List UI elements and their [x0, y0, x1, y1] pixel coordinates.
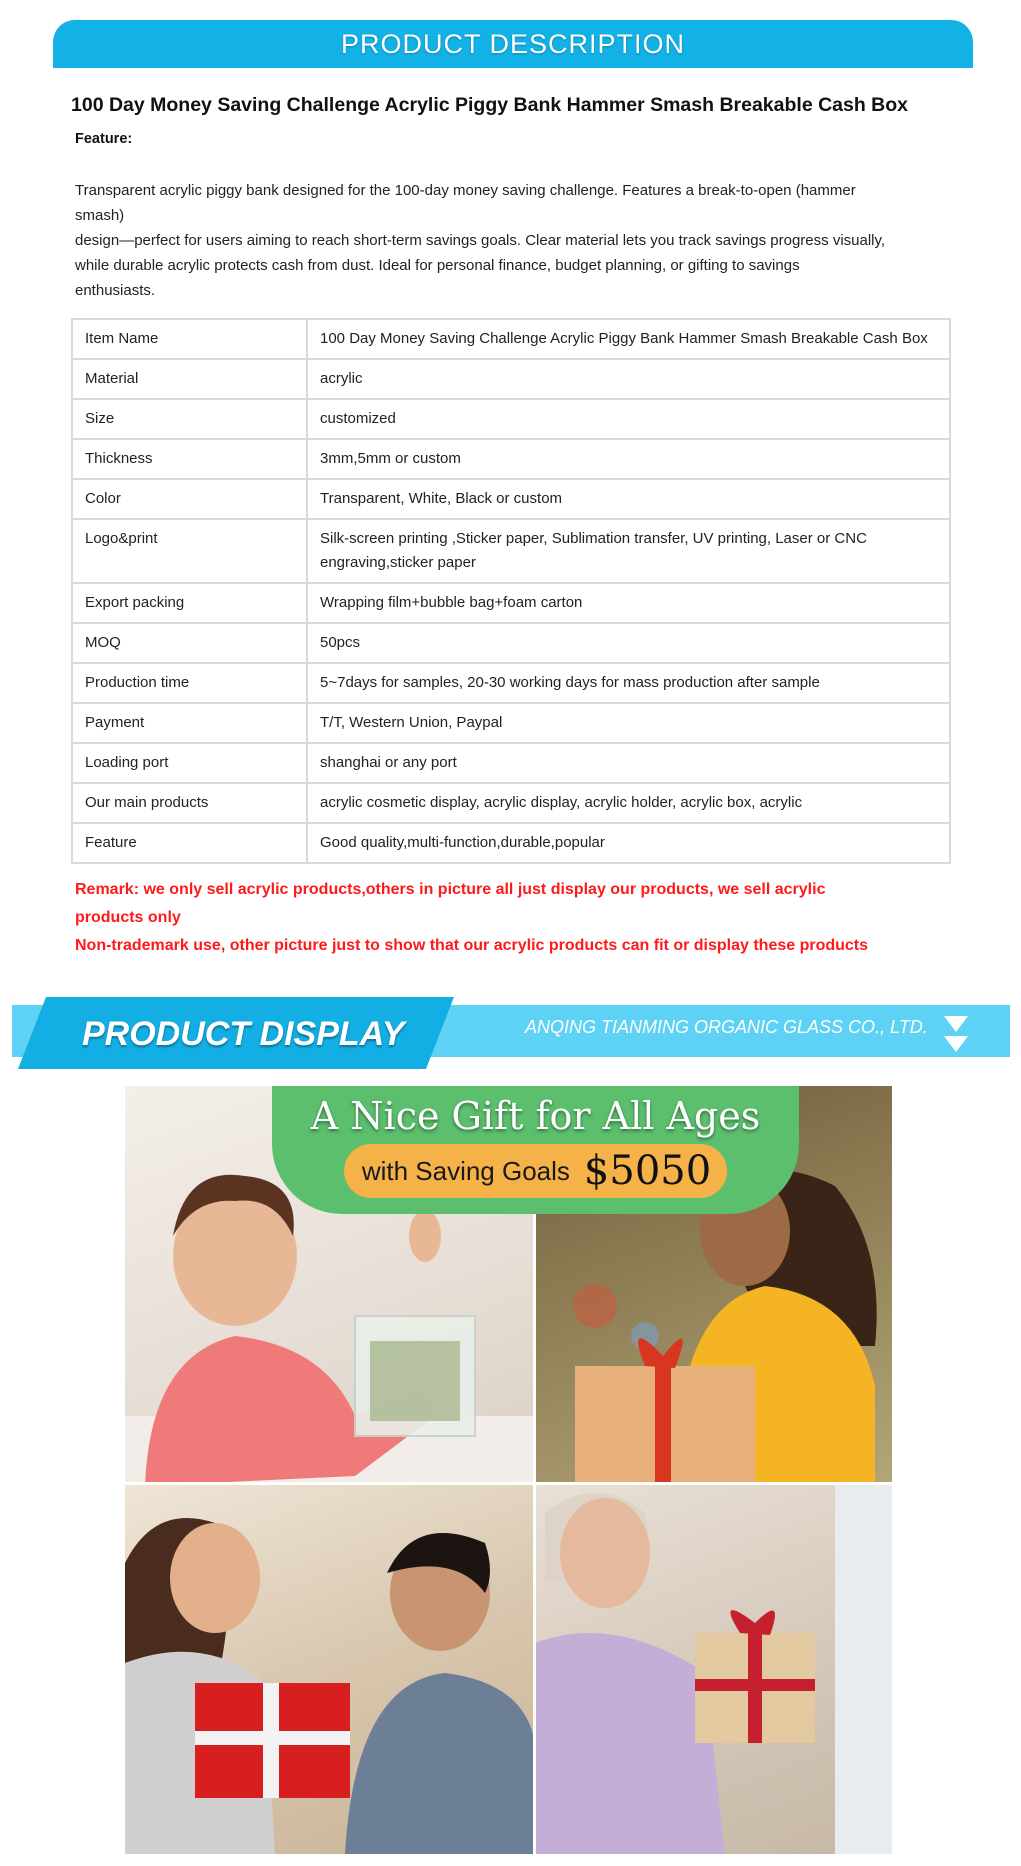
spec-value: 100 Day Money Saving Challenge Acrylic Piggy Bank Hammer Smash Breakable Cash Box: [307, 319, 950, 359]
saving-goal-amount: $5050: [583, 1148, 712, 1194]
spec-key: Item Name: [72, 319, 307, 359]
spec-value: customized: [307, 399, 950, 439]
table-row: [72, 703, 950, 743]
table-row: [72, 823, 950, 863]
spec-key: Material: [72, 359, 307, 399]
product-title: 100 Day Money Saving Challenge Acrylic Piggy Bank Hammer Smash Breakable Cash Box: [71, 94, 909, 116]
spec-value: shanghai or any port: [307, 743, 950, 783]
table-row: [72, 623, 950, 663]
remark-line: products only: [75, 909, 181, 926]
product-intro: [75, 178, 955, 303]
table-row: [72, 583, 950, 623]
spec-key: Logo&print: [72, 519, 307, 583]
table-row: [72, 439, 950, 479]
table-row: [72, 399, 950, 439]
intro-line: while durable acrylic protects cash from dust. Ideal for personal finance, budget planning, or gifting to savings: [75, 257, 800, 274]
product-display-title: PRODUCT DISPLAY: [82, 1015, 405, 1053]
table-row: [72, 319, 950, 359]
double-chevron-down-icon: [942, 1012, 970, 1056]
product-description-header: [53, 20, 973, 68]
company-name: ANQING TIANMING ORGANIC GLASS CO., LTD.: [525, 1017, 928, 1037]
table-row: [72, 519, 950, 583]
intro-line: smash): [75, 207, 125, 224]
gift-banner: [272, 1086, 799, 1214]
spec-value: Transparent, White, Black or custom: [307, 479, 950, 519]
photo-couple-with-gift: [125, 1483, 535, 1854]
spec-key: Color: [72, 479, 307, 519]
table-row: [72, 359, 950, 399]
spec-value: 5~7days for samples, 20-30 working days for mass production after sample: [307, 663, 950, 703]
spec-key: Production time: [72, 663, 307, 703]
intro-line: enthusiasts.: [75, 282, 156, 299]
table-row: [72, 743, 950, 783]
intro-line: design—perfect for users aiming to reach short-term savings goals. Clear material lets you track savings progress visually,: [75, 232, 886, 249]
table-row: [72, 663, 950, 703]
product-description-title: PRODUCT DESCRIPTION: [340, 28, 686, 59]
collage-divider-horizontal: [125, 1482, 892, 1485]
spec-value: T/T, Western Union, Paypal: [307, 703, 950, 743]
feature-label: Feature:: [75, 131, 133, 147]
spec-key: Payment: [72, 703, 307, 743]
spec-value: acrylic: [307, 359, 950, 399]
remark-text: [75, 876, 955, 960]
intro-line: Transparent acrylic piggy bank designed for the 100-day money saving challenge. Features a break-to-open (hammer: [75, 182, 856, 199]
remark-line: Non-trademark use, other picture just to show that our acrylic products can fit or display these products: [75, 937, 869, 954]
spec-table: [71, 318, 951, 864]
spec-value: Silk-screen printing ,Sticker paper, Sublimation transfer, UV printing, Laser or CNC engraving,sticker paper: [307, 519, 950, 583]
couple-illustration: [125, 1483, 535, 1854]
spec-key: Our main products: [72, 783, 307, 823]
gift-headline: A Nice Gift for All Ages: [310, 1094, 761, 1138]
saving-goal-text: with Saving Goals: [361, 1155, 570, 1186]
spec-value: 3mm,5mm or custom: [307, 439, 950, 479]
spec-key: Thickness: [72, 439, 307, 479]
table-row: [72, 479, 950, 519]
spec-key: Loading port: [72, 743, 307, 783]
spec-value: 50pcs: [307, 623, 950, 663]
spec-value: acrylic cosmetic display, acrylic display, acrylic holder, acrylic box, acrylic: [307, 783, 950, 823]
spec-value: Good quality,multi-function,durable,popular: [307, 823, 950, 863]
saving-goal-pill: [344, 1144, 727, 1198]
photo-grandmother-with-gift: [535, 1483, 892, 1854]
remark-line: Remark: we only sell acrylic products,others in picture all just display our products, we sell acrylic: [75, 881, 826, 898]
spec-key: Export packing: [72, 583, 307, 623]
grandmother-illustration: [535, 1483, 892, 1854]
product-photo-collage: [125, 1086, 892, 1854]
spec-key: Feature: [72, 823, 307, 863]
spec-value: Wrapping film+bubble bag+foam carton: [307, 583, 950, 623]
table-row: [72, 783, 950, 823]
spec-key: MOQ: [72, 623, 307, 663]
spec-key: Size: [72, 399, 307, 439]
